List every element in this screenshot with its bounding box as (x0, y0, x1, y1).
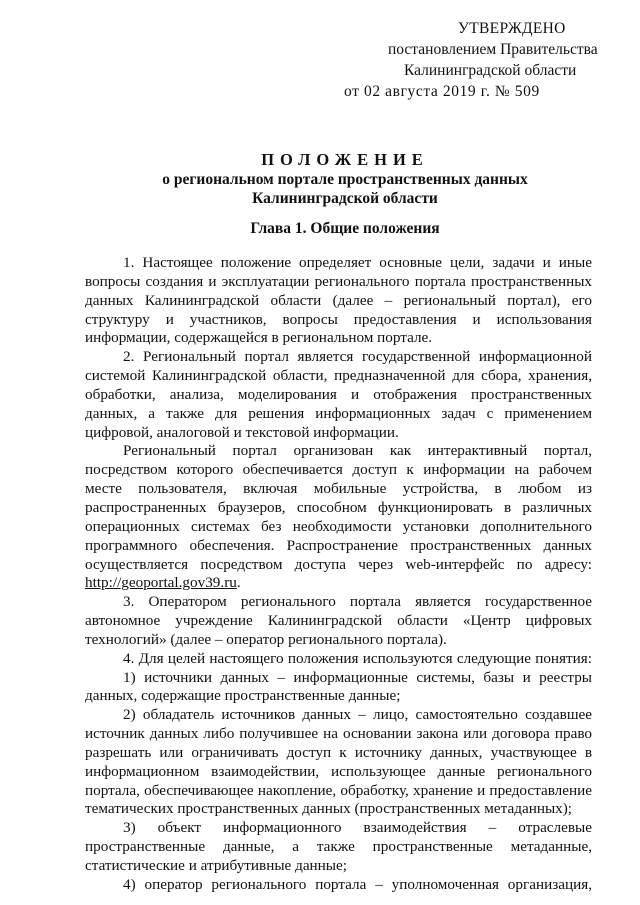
text-line: 4) оператор регионального портала – уполномоченная организация, (123, 875, 592, 893)
document-subtitle (85, 170, 605, 208)
approval-line-date: от 02 августа 2019 г. № 509 (344, 83, 540, 100)
document-body (85, 254, 592, 895)
text-line: данных Калининградской области (далее – региональный портал), его (85, 291, 592, 309)
text-line: Региональный портал организован как интерактивный портал, (123, 442, 592, 460)
approval-stamp (300, 18, 620, 102)
link-suffix: . (236, 574, 241, 592)
text-line: 1. Настоящее положение определяет основные цели, задачи и иные (123, 254, 592, 271)
geoportal-link[interactable]: http://geoportal.gov39.ru (85, 574, 237, 592)
text-line: распространенных браузеров, способном функционировать в различных (85, 498, 592, 516)
chapter-heading: Глава 1. Общие положения (250, 220, 440, 237)
text-line: цифровой, аналоговой и текстовой информации. (85, 423, 399, 441)
document-subtitle-line-1: о региональном портале пространственных данных (162, 171, 528, 188)
text-line: информации, содержащейся в региональном портале. (85, 329, 433, 347)
text-line: источник данных либо получившее на основании закона или договора право (85, 725, 592, 743)
text-line: 1) источники данных – информационные системы, базы и реестры (123, 668, 592, 686)
text-line: операционных системах без необходимости установки дополнительного (85, 517, 592, 535)
approval-line-region: Калининградской области (404, 62, 577, 79)
text-line: данных, а также для решения информационных задач с применением (85, 404, 592, 422)
approval-line-resolution: постановлением Правительства (388, 41, 598, 58)
approval-title: УТВЕРЖДЕНО (458, 20, 566, 37)
text-line: технологий» (далее – оператор регионального портала). (85, 630, 447, 648)
text-line: 2) обладатель источников данных – лицо, самостоятельно создавшее (123, 706, 592, 724)
document-subtitle-line-2: Калининградской области (252, 190, 438, 207)
text-line: тематических пространственных данных (пространственных метаданных); (85, 800, 573, 818)
document-title: ПОЛОЖЕНИЕ (261, 150, 429, 169)
text-line: посредством которого обеспечивается доступ к информации на рабочем (85, 461, 592, 479)
text-line: обработки, анализа, моделирования и отображения пространственных (85, 385, 592, 403)
text-line: пространственные данные, а также пространственные метаданные, (85, 838, 592, 856)
text-line: портала, обеспечивающее накопление, обработку, хранение и предоставление (85, 781, 592, 799)
text-line: вопросы создания и эксплуатации регионального портала пространственных (85, 272, 592, 290)
text-line (85, 574, 592, 593)
text-line: месте пользователя, включая мобильные устройства, в любом из (85, 480, 592, 498)
text-line: осуществляется посредством доступа через web-интерфейс по адресу: (85, 555, 592, 573)
text-line: структуру и участников, вопросы предоставления и использования (85, 310, 592, 328)
text-line: 4. Для целей настоящего положения используются следующие понятия: (123, 649, 592, 667)
text-line: 3) объект информационного взаимодействия – отраслевые (123, 819, 592, 837)
text-line: программного обеспечения. Распространение пространственных данных (85, 536, 592, 554)
text-line: информационном взаимодействии, использующее данные регионального (85, 762, 592, 780)
text-line: 3. Оператором регионального портала является государственное (123, 593, 592, 611)
text-line: разрешать или ограничивать доступ к источнику данных, участвующее в (85, 743, 592, 761)
text-line: системой Калининградской области, предназначенной для сбора, хранения, (85, 367, 592, 385)
text-line: автономное учреждение Калининградской области «Центр цифровых (85, 612, 592, 630)
text-line: данных, содержащие пространственные данные; (85, 687, 401, 705)
text-line: 2. Региональный портал является государственной информационной (123, 348, 592, 366)
text-line: статистические и атрибутивные данные; (85, 857, 347, 874)
